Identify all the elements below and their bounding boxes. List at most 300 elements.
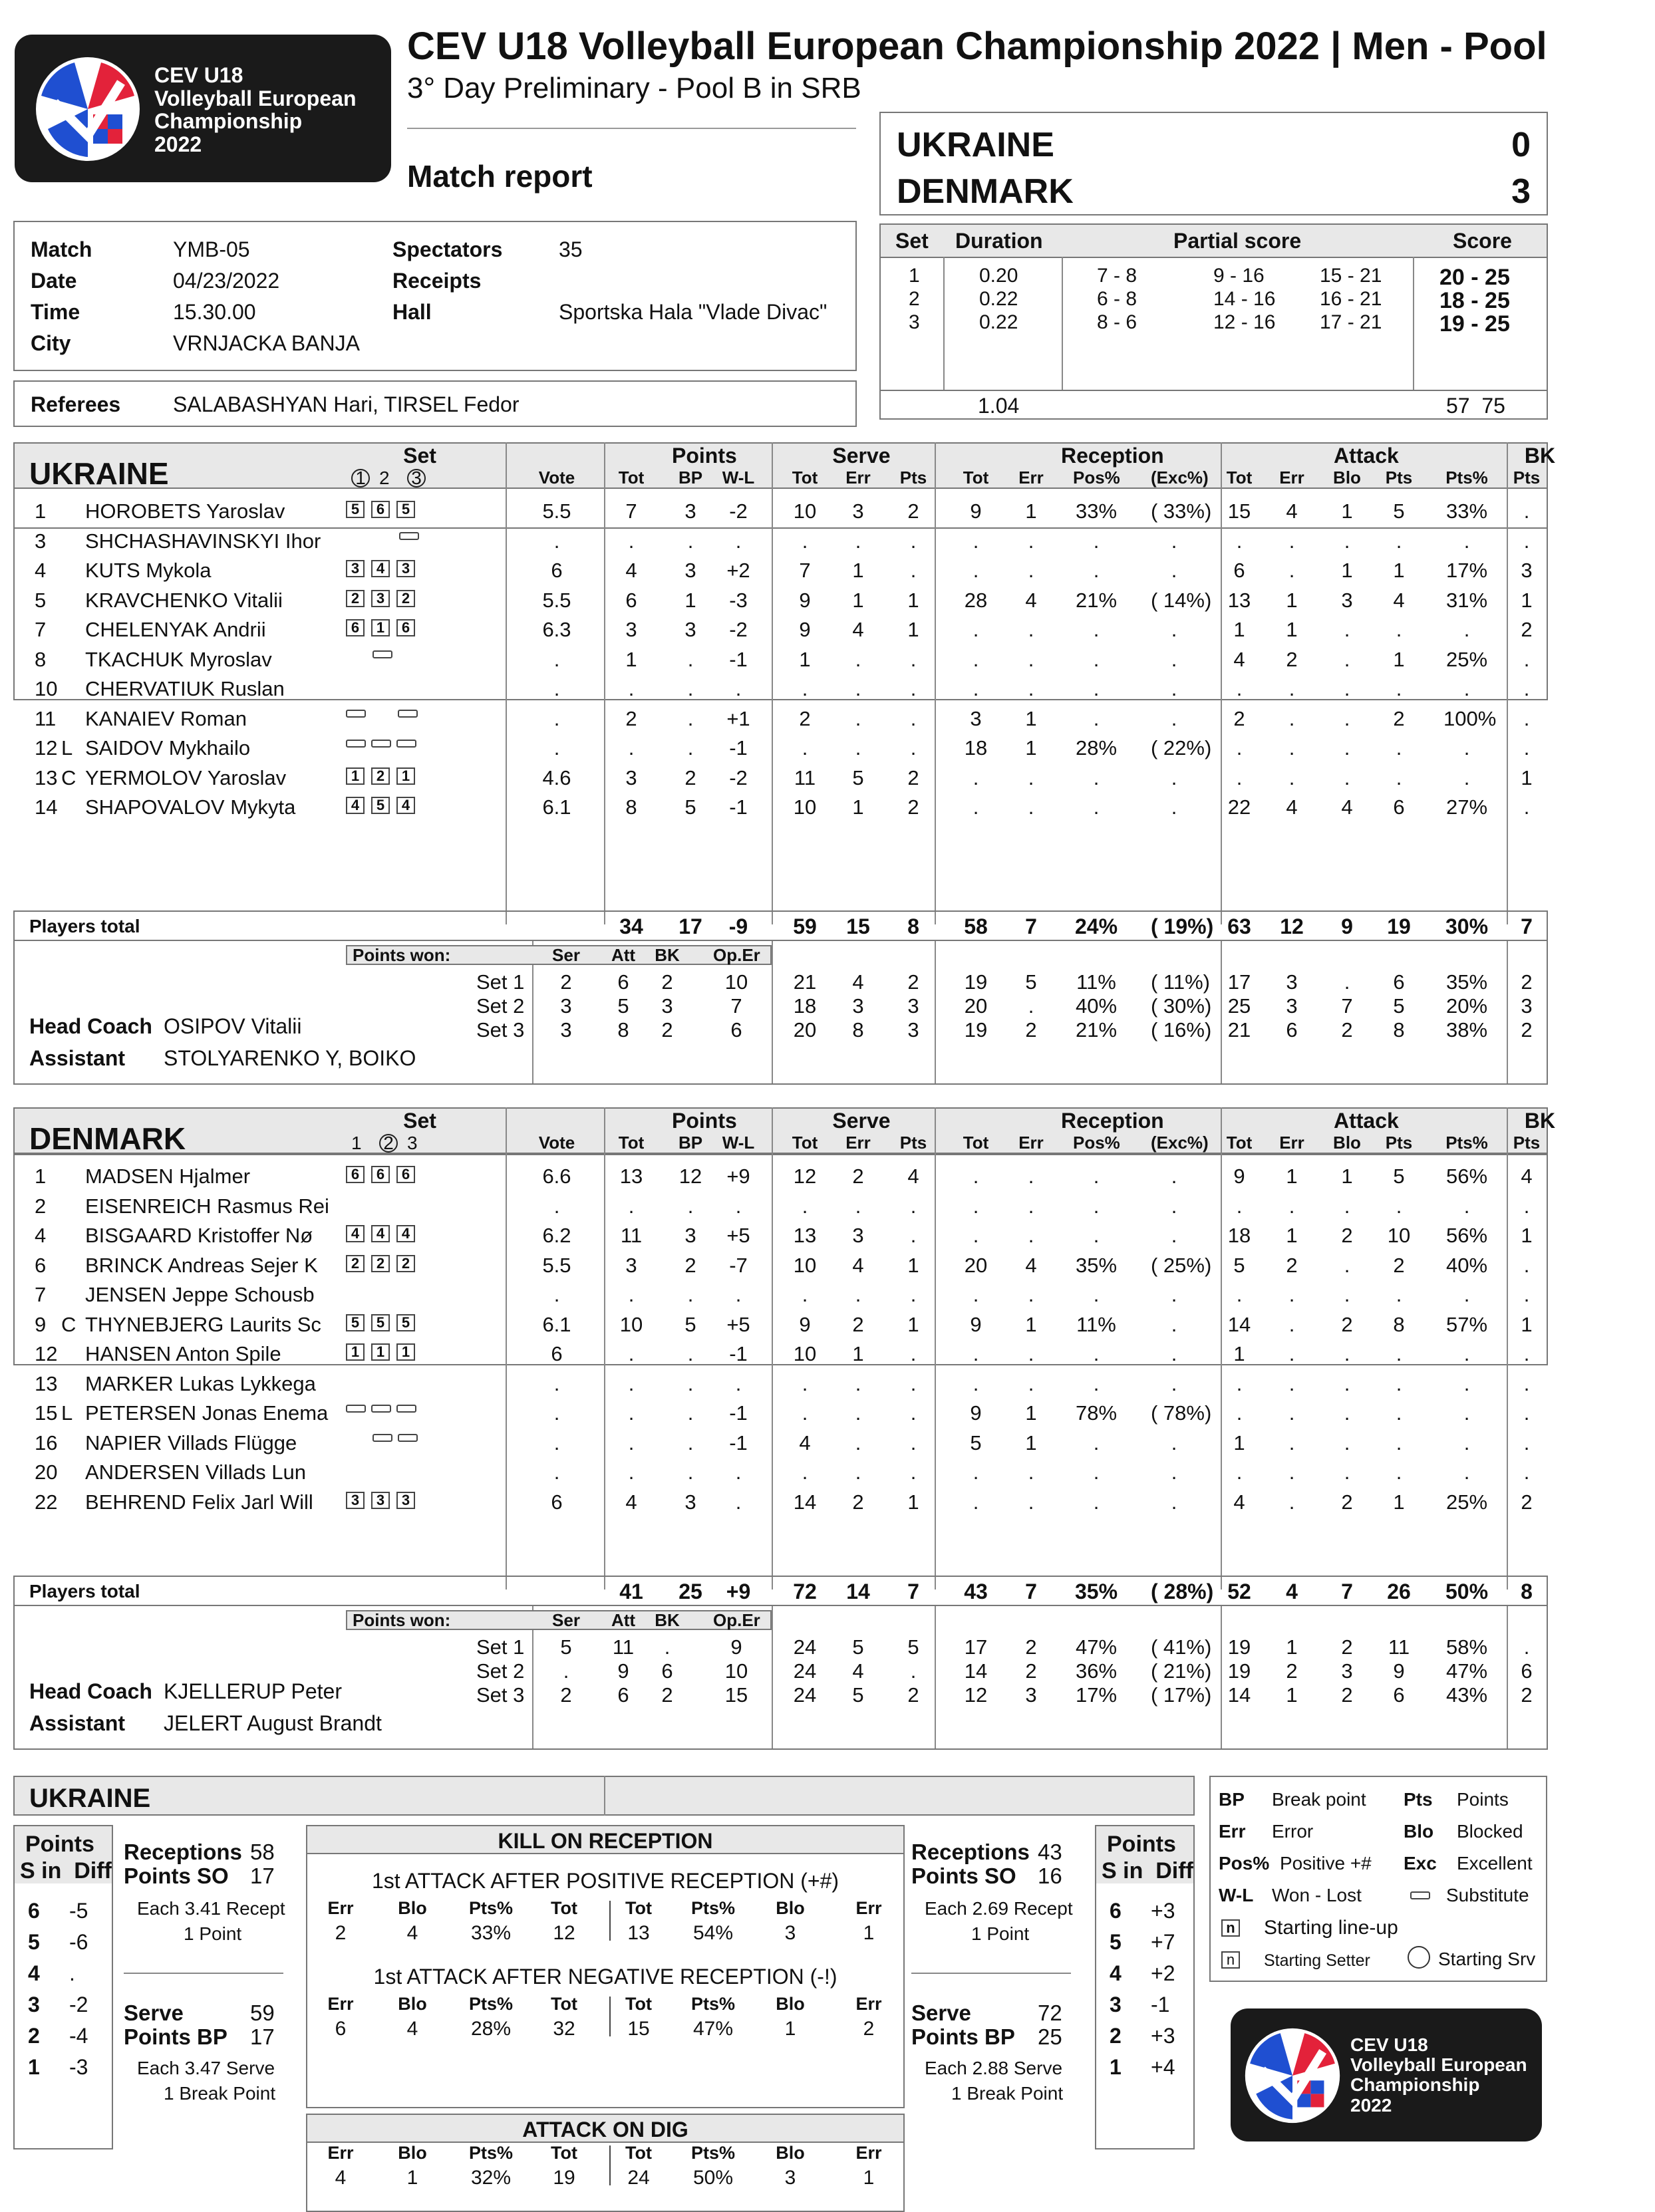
- stat-cell: 6.1: [542, 795, 571, 819]
- stat-cell: .: [1463, 1371, 1470, 1395]
- negative-attack-head: Blo: [398, 1994, 427, 2014]
- set-stat-cell: 4: [852, 970, 864, 994]
- assistant-name: JELERT August Brandt: [164, 1711, 382, 1735]
- stat-cell: .: [1171, 706, 1177, 730]
- legend-desc: Break point: [1272, 1789, 1366, 1810]
- stat-cell: .: [1171, 1165, 1177, 1188]
- points-won-head: BK: [655, 1610, 680, 1630]
- stat-cell: .: [1093, 1490, 1100, 1514]
- stat-cell: 1: [1521, 588, 1533, 612]
- set-stat-cell: 1: [1286, 1683, 1298, 1707]
- points-won-cell: 9: [730, 1635, 742, 1659]
- column-head: Vote: [538, 1133, 575, 1153]
- column-head: Vote: [538, 468, 575, 487]
- stat-cell: 1: [1233, 1431, 1245, 1454]
- stat-cell: .: [1463, 1460, 1470, 1484]
- s-in-diff-label: S in Diff: [20, 1858, 112, 1883]
- stat-cell: .: [910, 1371, 917, 1395]
- column-group: Serve: [832, 1109, 891, 1133]
- legend-key: Exc: [1404, 1853, 1437, 1873]
- points-won-head: Att: [611, 1610, 636, 1630]
- stat-cell: 1: [1286, 618, 1298, 641]
- set-stat-cell: 6: [1393, 1683, 1405, 1707]
- set-stat-cell: 14: [1227, 1683, 1251, 1707]
- stat-cell: 33%: [1075, 499, 1118, 523]
- stat-cell: .: [855, 1401, 861, 1425]
- flag-check-icon: [35, 56, 141, 162]
- stat-cell: 4: [799, 1431, 811, 1454]
- stat-cell: 10: [793, 1253, 817, 1277]
- recept-per: 1 Point: [971, 1923, 1030, 1944]
- stat-cell: .: [973, 1371, 979, 1395]
- set-1-cell: 20 - 25: [1439, 265, 1510, 290]
- set-stat-cell: ( 16%): [1151, 1018, 1212, 1041]
- set-stat-cell: 12: [964, 1683, 988, 1707]
- stat-cell: .: [628, 736, 635, 760]
- s-in-value: 5: [1110, 1930, 1122, 1954]
- stat-cell: .: [628, 1342, 635, 1365]
- serve-ratio: Each 3.47 Serve: [137, 2058, 275, 2078]
- serve-ratio: Each 2.88 Serve: [925, 2058, 1063, 2078]
- column-head: Err: [845, 468, 871, 487]
- total-cell: 41: [619, 1580, 643, 1603]
- stat-cell: .: [553, 736, 560, 760]
- serve-value: 72: [1038, 2001, 1062, 2025]
- stat-cell: .: [1463, 736, 1470, 760]
- players-total-label: Players total: [29, 916, 140, 936]
- stat-cell: .: [1028, 1342, 1034, 1365]
- stat-cell: .: [1093, 795, 1100, 819]
- stat-cell: 8: [1393, 1312, 1405, 1336]
- stat-cell: .: [802, 1401, 808, 1425]
- stat-cell: -1: [729, 795, 748, 819]
- player-number: 22: [35, 1490, 58, 1514]
- negative-attack-value: 15: [627, 2018, 650, 2040]
- set-stat-cell: 5: [852, 1635, 864, 1659]
- logo-line: CEV U18: [154, 63, 243, 87]
- stat-cell: .: [1093, 1165, 1100, 1188]
- stat-cell: .: [1288, 1371, 1295, 1395]
- stat-cell: .: [1171, 1342, 1177, 1365]
- dig-attack-head: Tot: [551, 2143, 577, 2163]
- recept-ratio: Each 3.41 Recept: [137, 1898, 285, 1919]
- stat-cell: .: [1171, 1224, 1177, 1247]
- stat-cell: .: [1523, 1194, 1530, 1218]
- diff-value: .: [69, 1961, 75, 1985]
- stat-cell: .: [910, 1431, 917, 1454]
- stat-cell: 2: [684, 765, 696, 789]
- positive-attack-value: 1: [863, 1922, 875, 1944]
- starting-position: 6: [396, 1166, 415, 1183]
- stat-cell: .: [802, 1194, 808, 1218]
- player-name: BEHREND Felix Jarl Will: [85, 1490, 313, 1514]
- diff-value: +7: [1151, 1930, 1175, 1954]
- match-info-box: [13, 221, 857, 371]
- stat-cell: 3: [625, 1253, 637, 1277]
- set-stat-cell: 40%: [1075, 994, 1118, 1018]
- negative-attack-head: Blo: [776, 1994, 805, 2014]
- stat-cell: 4: [1025, 588, 1037, 612]
- player-name: YERMOLOV Yaroslav: [85, 765, 287, 789]
- stat-cell: .: [973, 1194, 979, 1218]
- points-won-cell: 6: [661, 1659, 673, 1683]
- diff-value: -3: [69, 2055, 88, 2079]
- stat-cell: 2: [625, 706, 637, 730]
- stat-cell: .: [1288, 736, 1295, 760]
- stat-cell: 4: [625, 1490, 637, 1514]
- logo-line: Volleyball European: [154, 86, 357, 110]
- negative-attack-head: Pts%: [468, 1994, 514, 2014]
- stat-cell: .: [1463, 677, 1470, 700]
- stat-cell: .: [855, 529, 861, 553]
- stat-cell: -2: [729, 618, 748, 641]
- stat-cell: .: [910, 529, 917, 553]
- stat-cell: .: [1344, 1342, 1350, 1365]
- starting-position: 1: [371, 619, 390, 636]
- stat-cell: .: [1093, 1431, 1100, 1454]
- stat-cell: .: [1028, 1371, 1034, 1395]
- championship-logo-bottom: [1231, 2008, 1542, 2142]
- players-total-label: Players total: [29, 1581, 140, 1601]
- set-stat-cell: 14: [964, 1659, 988, 1683]
- result-score-a: 0: [1511, 126, 1531, 164]
- set-lineup: [346, 590, 422, 607]
- set-stat-cell: ( 11%): [1151, 970, 1211, 994]
- legend-starting-setter: Starting Setter: [1264, 1951, 1370, 1970]
- column-head: Pts: [899, 1133, 927, 1153]
- column-head: Tot: [1226, 468, 1253, 487]
- stat-cell: 31%: [1445, 588, 1488, 612]
- set-lineup: [346, 1255, 422, 1272]
- set-stat-cell: 8: [852, 1018, 864, 1041]
- stat-cell: ( 78%): [1151, 1401, 1212, 1425]
- stat-cell: .: [1396, 1460, 1402, 1484]
- stat-cell: .: [628, 1401, 635, 1425]
- player-row: [0, 736, 1543, 763]
- stat-cell: .: [1288, 1460, 1295, 1484]
- stat-cell: .: [1523, 1283, 1530, 1306]
- substitute-icon: [346, 1405, 366, 1413]
- player-name: THYNEBJERG Laurits Sc: [85, 1312, 321, 1336]
- logo-line: 2022: [154, 132, 202, 156]
- points-won-cell: 8: [617, 1018, 629, 1041]
- stat-cell: .: [553, 1194, 560, 1218]
- head-coach-label: Head Coach: [29, 1679, 152, 1703]
- player-number: 7: [35, 618, 47, 641]
- stat-cell: .: [1028, 618, 1034, 641]
- stat-cell: 5: [1233, 1253, 1245, 1277]
- stat-cell: .: [1171, 1371, 1177, 1395]
- stat-cell: 2: [1521, 1490, 1533, 1514]
- stat-cell: .: [1236, 1401, 1243, 1425]
- stat-cell: 4: [625, 559, 637, 582]
- stat-cell: .: [1463, 618, 1470, 641]
- stat-cell: .: [1396, 736, 1402, 760]
- stat-cell: .: [1344, 618, 1350, 641]
- dig-attack-value: 1: [406, 2167, 418, 2189]
- s-in-value: 1: [28, 2055, 40, 2079]
- column-head: Err: [1018, 468, 1044, 487]
- column-head: Tot: [792, 1133, 818, 1153]
- stat-cell: 1: [1233, 1342, 1245, 1365]
- total-cell: 59: [793, 914, 817, 938]
- set-lineup: [346, 531, 424, 543]
- player-name: HOROBETS Yaroslav: [85, 499, 285, 523]
- stat-cell: .: [973, 559, 979, 582]
- starting-position: 4: [371, 560, 390, 577]
- total-cell: 34: [619, 914, 643, 938]
- player-number: 14: [35, 795, 58, 819]
- total-cell: +9: [726, 1580, 751, 1603]
- positive-attack-head: Blo: [398, 1898, 427, 1918]
- set-stat-cell: 21: [1227, 1018, 1251, 1041]
- set-lineup: [346, 797, 422, 814]
- stat-cell: 9: [1233, 1165, 1245, 1188]
- set-stat-cell: .: [910, 1659, 917, 1683]
- set-stat-cell: 5: [907, 1635, 919, 1659]
- total-cell: 30%: [1445, 914, 1489, 938]
- set-stat-cell: 19: [1227, 1659, 1251, 1683]
- stat-cell: .: [1028, 559, 1034, 582]
- stat-cell: 18: [1227, 1224, 1251, 1247]
- points-won-cell: 7: [730, 994, 742, 1018]
- stat-cell: 18: [964, 736, 988, 760]
- s-in-value: 6: [28, 1899, 40, 1923]
- stat-cell: 1: [1025, 1312, 1037, 1336]
- set-number: [379, 1133, 398, 1154]
- serve-value: 59: [250, 2001, 275, 2025]
- points-won-cell: 2: [560, 970, 572, 994]
- team-name: DENMARK: [29, 1121, 186, 1156]
- set-stat-cell: 9: [1393, 1659, 1405, 1683]
- set-stat-cell: 7: [1341, 994, 1353, 1018]
- stat-cell: .: [802, 1371, 808, 1395]
- set-3-cell: 8 - 6: [1097, 311, 1137, 333]
- total-cell: 35%: [1074, 1580, 1118, 1603]
- points-won-head: BK: [655, 945, 680, 965]
- points-label: Points: [1107, 1832, 1176, 1857]
- diff-value: +3: [1151, 2024, 1175, 2048]
- set-2-cell: 0.22: [979, 288, 1018, 310]
- points-won-cell: 15: [724, 1683, 748, 1707]
- head-coach-name: KJELLERUP Peter: [164, 1679, 342, 1703]
- stat-cell: 1: [1025, 499, 1037, 523]
- set-stat-cell: 20: [964, 994, 988, 1018]
- stat-cell: +2: [726, 559, 750, 582]
- info-label: Hall: [392, 300, 432, 324]
- stat-cell: 9: [970, 1312, 982, 1336]
- set-number: [407, 468, 426, 489]
- stat-cell: 5.5: [542, 1253, 571, 1277]
- stat-cell: .: [628, 1371, 635, 1395]
- starting-position: 2: [396, 1255, 415, 1272]
- points-won-cell: 6: [617, 1683, 629, 1707]
- player-name: ANDERSEN Villads Lun: [85, 1460, 306, 1484]
- stat-cell: +9: [726, 1165, 750, 1188]
- total-cell: 58: [964, 914, 988, 938]
- stat-cell: .: [1344, 1431, 1350, 1454]
- set-stat-cell: 2: [1025, 1635, 1037, 1659]
- set-stat-cell: 3: [1286, 994, 1298, 1018]
- diff-value: -2: [69, 1993, 88, 2016]
- stat-cell: 11: [794, 765, 816, 789]
- stat-cell: .: [1523, 1342, 1530, 1365]
- stat-cell: 11%: [1076, 1312, 1116, 1336]
- stat-cell: .: [1236, 677, 1243, 700]
- stat-cell: .: [1396, 1283, 1402, 1306]
- player-name: BRINCK Andreas Sejer K: [85, 1253, 318, 1277]
- stat-cell: .: [973, 529, 979, 553]
- dig-attack-head: Pts%: [690, 2143, 736, 2163]
- set-stat-cell: 19: [964, 1018, 988, 1041]
- set-1-cell: 7 - 8: [1097, 265, 1137, 287]
- substitute-icon: [371, 740, 391, 748]
- set-stat-cell: 24: [793, 1635, 817, 1659]
- player-row: [0, 1490, 1543, 1517]
- set-lineup: [346, 560, 422, 577]
- stat-cell: 15: [1227, 499, 1251, 523]
- sets-header: Duration: [955, 229, 1043, 253]
- stat-cell: .: [1288, 706, 1295, 730]
- starting-position: 3: [396, 560, 415, 577]
- stat-cell: 4: [1286, 795, 1298, 819]
- receptions-label: Receptions: [124, 1840, 242, 1864]
- stat-cell: 10: [793, 795, 817, 819]
- stat-cell: 4: [1025, 1253, 1037, 1277]
- set-lineup: [346, 619, 422, 636]
- stat-cell: -1: [729, 736, 748, 760]
- set-stat-cell: 20%: [1445, 994, 1488, 1018]
- stat-cell: .: [735, 677, 742, 700]
- stat-cell: .: [1236, 1194, 1243, 1218]
- stat-cell: .: [1523, 1253, 1530, 1277]
- dig-attack-value: 24: [627, 2167, 650, 2189]
- starting-position: 5: [396, 1314, 415, 1331]
- set-stat-cell: 35%: [1445, 970, 1488, 994]
- stat-cell: .: [910, 559, 917, 582]
- stat-cell: .: [910, 736, 917, 760]
- starting-position: 1: [396, 767, 415, 785]
- assistant-label: Assistant: [29, 1046, 126, 1070]
- player-number: 2: [35, 1194, 47, 1218]
- result-score-b: 3: [1511, 172, 1531, 211]
- stat-cell: 9: [799, 618, 811, 641]
- s-in-value: 4: [28, 1961, 40, 1985]
- negative-attack-value: 28%: [470, 2018, 512, 2040]
- points-won-head: Att: [611, 945, 636, 965]
- points-so-value: 17: [250, 1864, 275, 1888]
- stat-cell: .: [1344, 736, 1350, 760]
- sets-header: Set: [895, 229, 929, 253]
- stat-cell: 3: [684, 618, 696, 641]
- set-number: [407, 1133, 418, 1154]
- stat-cell: 13: [793, 1224, 817, 1247]
- set-1-cell: 0.20: [979, 265, 1018, 287]
- stat-cell: .: [687, 1342, 694, 1365]
- column-head: Pts: [1513, 1133, 1541, 1153]
- stat-cell: 1: [1286, 1224, 1298, 1247]
- stat-cell: -2: [729, 499, 748, 523]
- starting-position: 5: [346, 501, 365, 518]
- stat-cell: .: [1236, 529, 1243, 553]
- stat-cell: 1: [907, 588, 919, 612]
- starting-position: 1: [371, 1343, 390, 1361]
- set-1-cell: 1: [909, 265, 920, 287]
- column-head: Pts%: [1445, 468, 1488, 487]
- stat-cell: 20: [964, 1253, 988, 1277]
- team-name: UKRAINE: [29, 456, 169, 491]
- stat-cell: -1: [729, 647, 748, 671]
- substitute-icon: [398, 710, 418, 718]
- stat-cell: .: [1288, 1194, 1295, 1218]
- stat-cell: .: [628, 1194, 635, 1218]
- set-stat-cell: ( 30%): [1151, 994, 1212, 1018]
- stat-cell: .: [553, 1401, 560, 1425]
- column-group: BK: [1524, 444, 1556, 468]
- set-stat-cell: 6: [1521, 1659, 1533, 1683]
- stat-cell: 6.6: [542, 1165, 571, 1188]
- total-cell: -9: [728, 914, 748, 938]
- points-bp-value: 17: [250, 2024, 275, 2049]
- legend-desc: Positive +#: [1280, 1853, 1372, 1873]
- stat-cell: .: [1171, 1283, 1177, 1306]
- points-won-cell: 2: [661, 1683, 673, 1707]
- stat-cell: .: [802, 1283, 808, 1306]
- set-stat-cell: 47%: [1445, 1659, 1488, 1683]
- stat-cell: .: [553, 647, 560, 671]
- stat-cell: 11: [620, 1224, 643, 1247]
- stat-cell: .: [910, 1342, 917, 1365]
- player-row: [0, 529, 1543, 556]
- total-cell: 7: [907, 1580, 919, 1603]
- stat-cell: .: [1093, 529, 1100, 553]
- stat-cell: 1: [1025, 1431, 1037, 1454]
- stat-cell: 33%: [1445, 499, 1488, 523]
- player-number: 7: [35, 1283, 47, 1306]
- stat-cell: +1: [726, 706, 750, 730]
- stat-cell: 9: [970, 1401, 982, 1425]
- stat-cell: .: [1288, 765, 1295, 789]
- stat-cell: +5: [726, 1312, 750, 1336]
- stat-cell: -7: [729, 1253, 748, 1277]
- stat-cell: .: [1093, 1342, 1100, 1365]
- stat-cell: 1: [684, 588, 696, 612]
- stat-cell: ( 25%): [1151, 1253, 1212, 1277]
- info-value: 15.30.00: [173, 300, 256, 324]
- stat-cell: .: [855, 736, 861, 760]
- stat-cell: .: [1236, 1283, 1243, 1306]
- info-label: Time: [31, 300, 80, 324]
- stat-cell: .: [802, 1460, 808, 1484]
- stat-cell: 1: [1025, 1401, 1037, 1425]
- column-group: Attack: [1334, 1109, 1399, 1133]
- stat-cell: 5.5: [542, 588, 571, 612]
- stat-cell: 1: [1025, 706, 1037, 730]
- stat-cell: .: [910, 706, 917, 730]
- positive-attack-value: 2: [335, 1922, 347, 1944]
- stat-cell: 3: [684, 1490, 696, 1514]
- starting-position: 4: [371, 1225, 390, 1242]
- negative-attack-value: 32: [553, 2018, 575, 2040]
- info-value: YMB-05: [173, 237, 250, 261]
- stat-cell: .: [687, 1283, 694, 1306]
- stat-cell: .: [1288, 1312, 1295, 1336]
- player-row: [0, 1224, 1543, 1250]
- serve-per: 1 Break Point: [164, 2083, 276, 2104]
- stat-cell: 2: [799, 706, 811, 730]
- attack-on-dig-title: ATTACK ON DIG: [522, 2118, 688, 2142]
- stat-cell: .: [1093, 1460, 1100, 1484]
